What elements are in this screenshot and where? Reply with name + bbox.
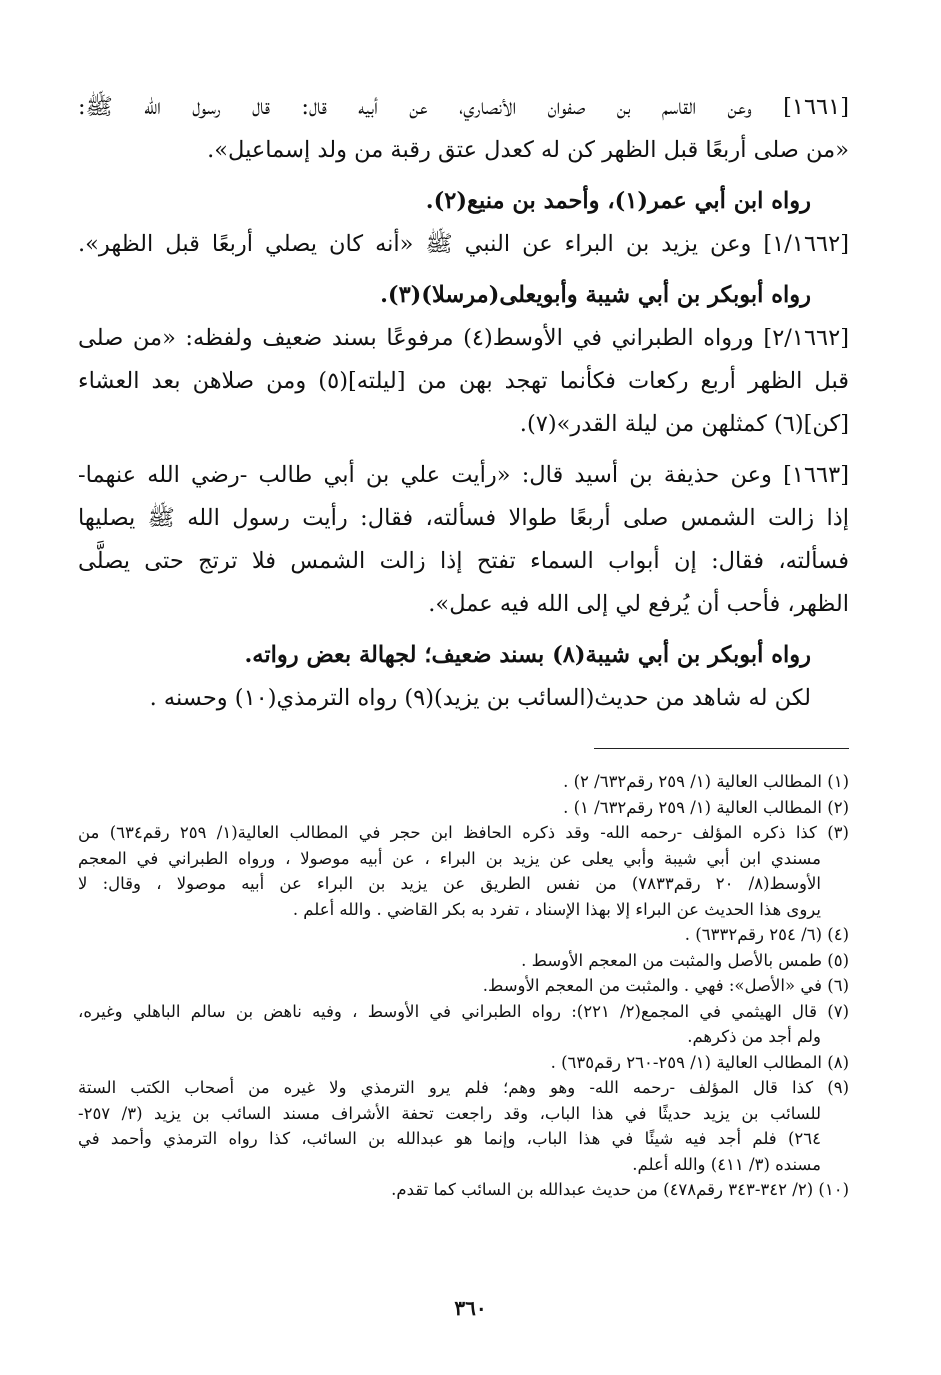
footnote-line: (٨) المطالب العالية (١/ ٢٥٩-٢٦٠ رقم٦٣٥) . <box>550 1052 849 1072</box>
text-line: قبل الظهر أربع ركعات فكأنما تهجد بهن من [ليلته](٥) ومن صلاهن بعد العشاء <box>78 368 849 394</box>
text-line: [كن](٦) كمثلهن من ليلة القدر»(٧). <box>519 411 849 437</box>
footnote-line: (٢) المطالب العالية (١/ ٢٥٩ رقم٦٣٢/ ١) . <box>563 797 849 817</box>
narration-line: رواه أبوبكر بن أبي شيبة(٨) بسند ضعيف؛ لجهالة بعض رواته. <box>244 642 811 668</box>
text-line: [٢/١٦٦٢] ورواه الطبراني في الأوسط(٤) مرفوعًا بسند ضعيف ولفظه: «من صلى <box>78 325 849 351</box>
narration-line: رواه ابن أبي عمر(١)، وأحمد بن منيع(٢). <box>425 188 811 214</box>
footnote-line: يروى هذا الحديث عن البراء إلا بهذا الإسناد ، تفرد به بكر القاضي . والله أعلم . <box>292 899 821 919</box>
text-line: [١/١٦٦٢] وعن يزيد بن البراء عن النبي ﷺ «أنه كان يصلي أربعًا قبل الظهر». <box>78 231 849 257</box>
footnote-line: مسندي ابن أبي شيبة وأبي يعلى عن يزيد بن البراء ، عن أبيه موصولا ، ورواه الطبراني في المعجم <box>78 848 821 868</box>
footnote-line: (٤) (٦/ ٢٥٤ رقم٦٣٣٢) . <box>684 925 849 944</box>
text-line: «من صلى أربعًا قبل الظهر كن له كعدل عتق رقبة من ولد إسماعيل». <box>207 137 849 163</box>
text-line: إذا زالت الشمس صلى أربعًا طوالا فسألته، فقال: رأيت رسول الله ﷺ يصليها <box>78 505 849 531</box>
text-line: لكن له شاهد من حديث(السائب بن يزيد)(٩) رواه الترمذي(١٠) وحسنه . <box>149 685 811 711</box>
narration-line: رواه أبوبكر بن أبي شيبة وأبويعلى(مرسلا)(٣). <box>380 282 811 308</box>
footnote-line: ولم أجد من ذكرهم. <box>687 1027 821 1046</box>
main-text <box>78 86 849 720</box>
page-number: ٣٦٠ <box>454 1296 487 1320</box>
text-line: [١٦٦١] وعن القاسم بن صفوان الأنصاري، عن أبيه قال: قال رسول الله ﷺ: <box>78 94 849 120</box>
footnote-line: (٧) قال الهيثمي في المجمع(٢/ ٢٢١): رواه الطبراني في الأوسط ، وفيه ناهض بن سالم الباهلي وغيره، <box>78 1001 849 1021</box>
footnote-line: مسنده (٣/ ٤١١) والله أعلم. <box>632 1154 821 1174</box>
footnotes <box>78 769 849 1203</box>
footnote-line: ٢٦٤) فلم أجد فيه شيئًا في هذا الباب، وإنما هو عبدالله بن السائب، كذا رواه الترمذي وأحمد في <box>78 1129 821 1148</box>
footnote-line: (١٠) (٢/ ٣٤٢-٣٤٣ رقم٤٧٨) من حديث عبدالله بن السائب كما تقدم. <box>391 1180 849 1199</box>
footnote-line: (٥) طمس بالأصل والمثبت من المعجم الأوسط . <box>521 950 849 970</box>
footnote-line: (٣) كذا ذكره المؤلف -رحمه الله- وقد ذكره الحافظ ابن حجر في المطالب العالية(١/ ٢٥٩ رقم٦٣٤) من <box>78 823 849 842</box>
footnote-line: (٩) كذا قال المؤلف -رحمه الله- وهو وهم؛ فلم يرو الترمذي ولا غيره من أصحاب الكتب الستة <box>78 1078 849 1097</box>
footnote-line: (٦) في «الأصل»: فهي . والمثبت من المعجم الأوسط. <box>482 976 849 995</box>
footnote-divider <box>594 748 849 749</box>
text-line: [١٦٦٣] وعن حذيفة بن أسيد قال: «رأيت علي بن أبي طالب -رضي الله عنهما- <box>78 462 849 488</box>
footnote-line: الأوسط(٨/ ٢٠ رقم٧٨٣٣) من نفس الطريق عن يزيد بن البراء عن أبيه موصولا ، وقال: لا <box>78 874 821 893</box>
text-line: فسألته، فقال: إن أبواب السماء تفتح إذا زالت الشمس فلا ترتج حتى يصلَّى <box>78 548 849 574</box>
footnote-line: للسائب بن يزيد حديثًا في هذا الباب، وقد راجعت تحفة الأشراف مسند السائب بن يزيد (٣/ ٢٥٧- <box>78 1103 821 1123</box>
footnote-line: (١) المطالب العالية (١/ ٢٥٩ رقم٦٣٢/ ٢) . <box>563 772 849 791</box>
text-line: الظهر، فأحب أن يُرفع لي إلى الله فيه عمل». <box>428 591 849 617</box>
